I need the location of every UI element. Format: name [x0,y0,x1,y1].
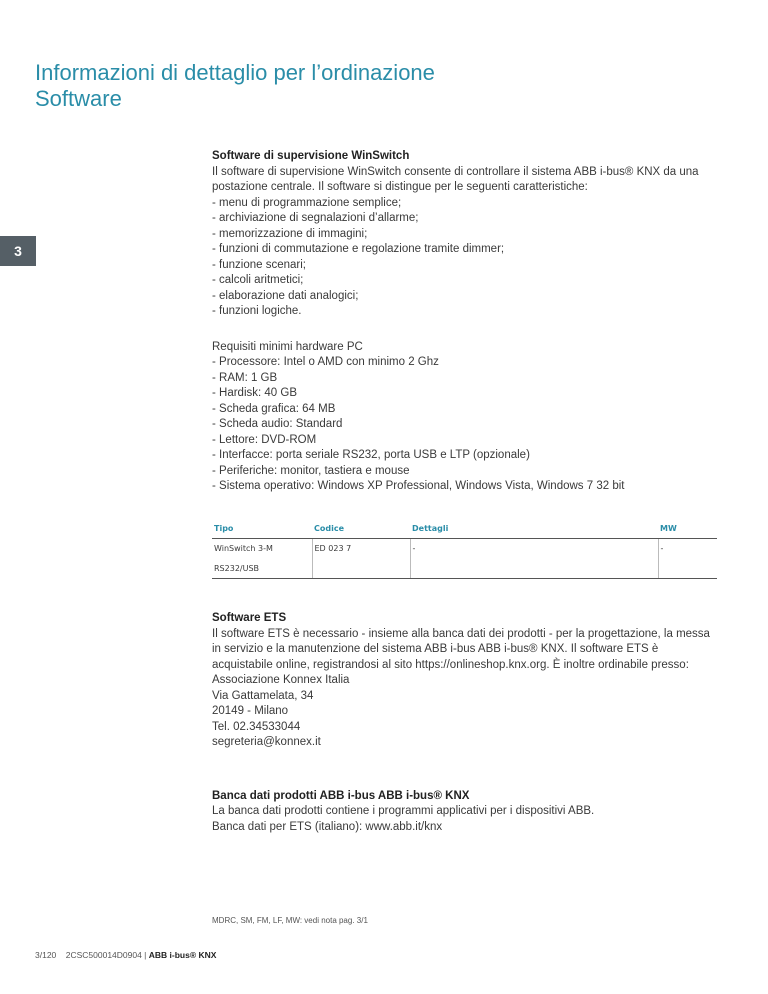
document-code: 2CSC500014D0904 | [65,950,147,960]
header-mw: MW [658,519,717,539]
list-item: - calcoli aritmetici; [212,274,304,286]
page-footer [35,950,216,960]
list-item: - funzione scenari; [212,258,306,271]
cell-empty [312,559,410,579]
list-item: - menu di programmazione semplice; [212,196,402,209]
winswitch-section [212,149,722,320]
requirements-title: Requisiti minimi hardware PC [212,340,363,353]
address-line: segreteria@konnex.it [212,736,321,748]
chapter-tab: 3 [0,236,36,266]
main-content [212,149,722,850]
table-row [212,539,717,559]
list-item: - Sistema operativo: Windows XP Professional, Windows Vista, Windows 7 32 bit [212,480,625,492]
list-item: - Hardisk: 40 GB [212,387,297,399]
list-item: - Periferiche: monitor, tastiera e mouse [212,464,410,477]
list-item: - Interfacce: porta seriale RS232, porta USB e LTP (opzionale) [212,449,530,461]
cell-empty [658,559,717,579]
database-heading: Banca dati prodotti ABB i-bus ABB i-bus® KNX [212,789,470,802]
cell-codice: ED 023 7 [312,539,410,559]
list-item: - Lettore: DVD-ROM [212,433,317,446]
list-item: - Scheda grafica: 64 MB [212,402,336,415]
list-item: - funzioni logiche. [212,305,302,317]
order-table [212,519,717,580]
address-line: Associazione Konnex Italia [212,674,350,686]
page-title [35,60,435,112]
list-item: - elaborazione dati analogici; [212,289,359,302]
list-item: - Processore: Intel o AMD con minimo 2 Ghz [212,356,439,368]
cell-empty [410,559,658,579]
list-item: - archiviazione di segnalazioni d’allarme; [212,212,419,224]
ets-heading: Software ETS [212,612,287,624]
cell-tipo: RS232/USB [212,559,312,579]
title-line-2: Software [35,86,122,111]
list-item: - Scheda audio: Standard [212,418,343,430]
header-dettagli: Dettagli [410,519,658,539]
winswitch-heading: Software di supervisione WinSwitch [212,150,410,162]
cell-mw: - [660,544,664,553]
requirements-list [212,355,722,495]
feature-list [212,196,722,320]
database-line-2: Banca dati per ETS (italiano): www.abb.it/knx [212,820,443,833]
list-item: - funzioni di commutazione e regolazione tramite dimmer; [212,243,505,255]
database-section [212,789,722,836]
ets-section [212,611,722,751]
header-codice: Codice [312,519,410,539]
table-row [212,559,717,579]
list-item: - RAM: 1 GB [212,371,278,384]
cell-dettagli: - [410,539,658,559]
address-line: Tel. 02.34533044 [212,720,301,733]
brand-name: ABB i-bus® KNX [148,950,217,960]
ets-body: Il software ETS è necessario - insieme alla banca dati dei prodotti - per la progettazione, la messa in servizio e la manutenzione del sistema ABB i-bus ABB i-bus® KNX. Il software ETS è acquistabile online, registrandosi al sito https://onlineshop.knx.org. È inoltre ordinabile presso: [212,627,710,671]
cell-tipo: WinSwitch 3-M [212,539,312,559]
address-line: 20149 - Milano [212,705,289,717]
header-tipo: Tipo [212,519,312,539]
list-item: - memorizzazione di immagini; [212,227,368,240]
page-number: 3/120 [35,950,57,960]
requirements-section [212,340,722,495]
table-header-row [212,519,717,539]
footnote: MDRC, SM, FM, LF, MW: vedi nota pag. 3/1 [212,916,368,925]
title-line-1: Informazioni di dettaglio per l’ordinazione [35,60,435,85]
address-line: Via Gattamelata, 34 [212,689,314,702]
winswitch-intro: Il software di supervisione WinSwitch consente di controllare il sistema ABB i-bus® KNX da una postazione centrale. Il software si distingue per le seguenti caratteristiche: [212,165,699,193]
database-line-1: La banca dati prodotti contiene i programmi applicativi per i dispositivi ABB. [212,805,595,817]
